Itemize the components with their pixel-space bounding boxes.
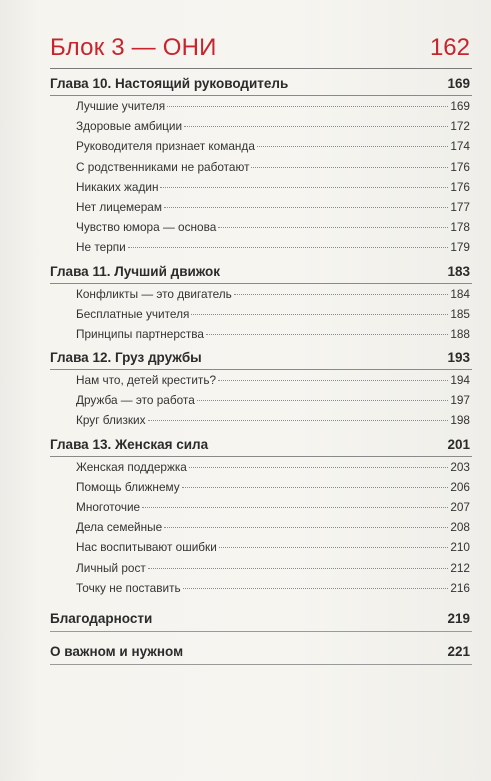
entry-title: Никаких жадин [76, 179, 159, 194]
toc-entry[interactable] [50, 370, 472, 390]
entry-page-number: 203 [450, 459, 470, 474]
toc-entry[interactable] [50, 304, 472, 324]
chapter-page-number: 169 [447, 76, 470, 91]
dot-leader [182, 487, 449, 488]
entry-page-number: 174 [450, 139, 470, 154]
entry-page-number: 212 [450, 560, 470, 575]
entry-page-number: 198 [450, 413, 470, 428]
toc-entry[interactable] [50, 177, 472, 197]
entry-title: Точку не поставить [76, 580, 181, 595]
toc-entry[interactable] [50, 477, 472, 497]
chapter-page-number: 183 [447, 263, 470, 279]
dot-leader [206, 334, 448, 335]
entry-title: Личный рост [76, 560, 146, 575]
entry-title: Бесплатные учителя [76, 306, 190, 321]
toc-entry[interactable] [50, 558, 472, 578]
entry-page-number: 216 [450, 580, 470, 595]
toc-entry[interactable] [50, 324, 472, 344]
toc-entry[interactable] [50, 237, 472, 257]
dot-leader [219, 547, 449, 548]
entry-page-number: 169 [450, 99, 470, 113]
block-page-number: 162 [429, 34, 470, 61]
entry-title: Здоровые амбиции [76, 119, 183, 134]
entry-title: Дела семейные [76, 520, 163, 535]
toc-entry[interactable] [50, 390, 472, 410]
entry-title: Круг близких [76, 413, 146, 428]
dot-leader [164, 207, 448, 208]
entry-page-number: 210 [450, 540, 470, 555]
entry-title: Чувство юмора — основа [76, 220, 217, 235]
entry-page-number: 207 [450, 500, 470, 514]
chapter-title: Глава 13. Женская сила [50, 436, 209, 452]
toc-entry[interactable] [50, 96, 472, 116]
chapter-10-heading[interactable] [50, 73, 472, 96]
dot-leader [189, 467, 448, 468]
entry-title: Благодарности [50, 610, 153, 626]
dot-leader [257, 146, 448, 147]
toc-entry[interactable] [50, 497, 472, 517]
chapter-11-heading[interactable] [50, 261, 472, 284]
entry-title: О важном и нужном [50, 643, 184, 659]
dot-leader [183, 588, 449, 589]
dot-leader [218, 380, 448, 381]
entry-page-number: 221 [447, 643, 470, 659]
chapter-page-number: 201 [447, 436, 470, 452]
entry-title: Лучшие учителя [76, 99, 166, 113]
entry-page-number: 179 [450, 240, 470, 255]
toc-entry[interactable] [50, 517, 472, 537]
entry-title: Принципы партнерства [76, 326, 204, 341]
entry-title: Многоточие [76, 500, 141, 514]
dot-leader [191, 314, 448, 315]
entry-page-number: 172 [450, 119, 470, 134]
entry-page-number: 188 [450, 326, 470, 341]
entry-page-number: 194 [450, 373, 470, 388]
dot-leader [197, 400, 449, 401]
chapter-title: Глава 10. Настоящий руководитель [50, 76, 289, 91]
entry-title: Не терпи [76, 240, 126, 255]
toc-entry[interactable] [50, 410, 472, 430]
entry-page-number: 197 [450, 393, 470, 408]
toc-entry[interactable] [50, 136, 472, 156]
chapter-13-heading[interactable] [50, 434, 472, 457]
dot-leader [160, 187, 448, 188]
dot-leader [251, 167, 448, 168]
chapter-page-number: 193 [447, 350, 470, 366]
dot-leader [167, 106, 448, 107]
entry-title: Нас воспитывают ошибки [76, 540, 217, 555]
entry-title: Нам что, детей крестить? [76, 373, 217, 388]
toc-entry[interactable] [50, 457, 472, 477]
toc-entry[interactable] [50, 284, 472, 304]
toc-entry[interactable] [50, 217, 472, 237]
dot-leader [148, 568, 449, 569]
dot-leader [142, 507, 448, 508]
dot-leader [164, 527, 448, 528]
chapter-title: Глава 11. Лучший движок [50, 263, 221, 279]
toc-entry[interactable] [50, 157, 472, 177]
entry-page-number: 206 [450, 479, 470, 494]
entry-title: С родственниками не работают [76, 159, 250, 174]
entry-page-number: 176 [450, 159, 470, 174]
important-things-entry[interactable] [50, 640, 472, 665]
entry-page-number: 208 [450, 520, 470, 535]
entry-page-number: 185 [450, 306, 470, 321]
entry-page-number: 177 [450, 199, 470, 214]
entry-title: Руководителя признает команда [76, 139, 255, 154]
entry-page-number: 176 [450, 179, 470, 194]
dot-leader [148, 420, 449, 421]
dot-leader [234, 294, 448, 295]
entry-title: Нет лицемерам [76, 199, 162, 214]
entry-title: Женская поддержка [76, 459, 187, 474]
entry-title: Дружба — это работа [76, 393, 195, 408]
dot-leader [218, 227, 448, 228]
toc-entry[interactable] [50, 537, 472, 557]
dot-leader [128, 247, 449, 248]
dot-leader [184, 126, 448, 127]
toc-entry[interactable] [50, 578, 472, 598]
block-title: Блок 3 — ОНИ [50, 34, 217, 61]
chapter-title: Глава 12. Груз дружбы [50, 350, 202, 366]
entry-page-number: 184 [450, 286, 470, 301]
toc-entry[interactable] [50, 116, 472, 136]
entry-page-number: 178 [450, 220, 470, 235]
toc-entry[interactable] [50, 197, 472, 217]
acknowledgements-entry[interactable] [50, 607, 472, 632]
entry-title: Конфликты — это двигатель [76, 286, 232, 301]
entry-page-number: 219 [447, 610, 470, 626]
entry-title: Помощь ближнему [76, 479, 180, 494]
block-heading [50, 34, 472, 69]
chapter-12-heading[interactable] [50, 347, 472, 370]
table-of-contents [50, 34, 472, 665]
